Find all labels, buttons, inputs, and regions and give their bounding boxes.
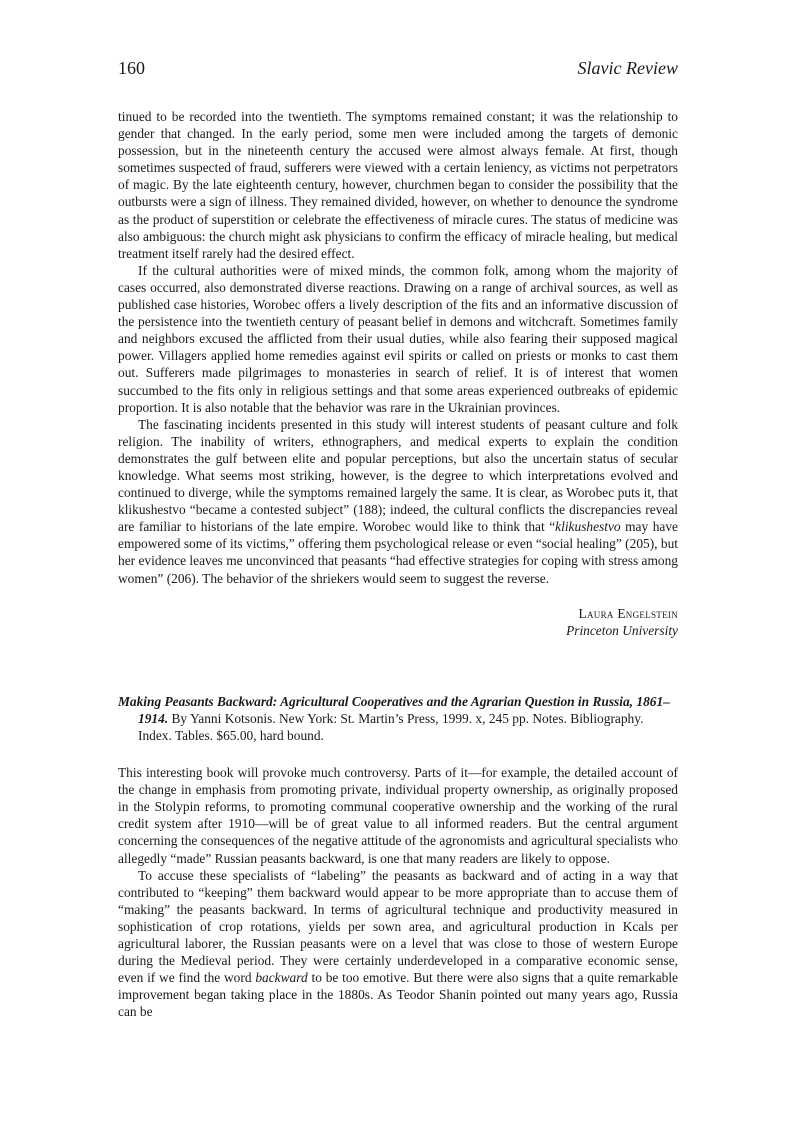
review1-paragraph-3-text-a: The fascinating incidents presented in this study will interest students of peasant culture and folk religion. The inability of writers, ethnographers, and medical experts to explain the condition demonstrates the gulf between elite and popular perceptions, but also the uncertain status of secular knowledge. What seems most striking, however, is the degree to which interpretations evolved and continued to diverge, while the symptoms remained largely the same. It is clear, as Worobec puts it, that klikushestvo “became a contested subject” (188); indeed, the cultural conflicts the discrepancies reveal are familiar to historians of the late empire. Worobec would like to think that “ <box>118 416 678 535</box>
book-citation-text <box>118 693 678 744</box>
review1-paragraph-3-text-b: may have empowered some of its victims,” offering them psychological release or even “social healing” (205), but her evidence leaves me unconvinced that peasants “had effective strategies for coping with stress among women” (206). The behavior of the shriekers would seem to suggest the reverse. <box>118 519 678 586</box>
review1-paragraph-2: If the cultural authorities were of mixed minds, the common folk, among whom the majority of cases occurred, also demonstrated diverse reactions. Drawing on a range of archival sources, as well as published case histories, Worobec offers a lively description of the fits and an informative discussion of the persistence into the twentieth century of peasant belief in demons and witchcraft. Sometimes family and neighbors excused the afflicted from their usual duties, while also fearing their supposed magical power. Villagers applied home remedies against evil spirits or called on priests or monks to cast them out. Sufferers made pilgrimages to monasteries in search of relief. It is of interest that women succumbed to the fits only in religious settings and that some areas experienced outbreaks of epidemic proportion. It is also notable that the behavior was rare in the Ukrainian provinces. <box>118 262 678 415</box>
article-body <box>118 108 678 1021</box>
book-details: By Yanni Kotsonis. New York: St. Martin’s Press, 1999. x, 245 pp. Notes. Bibliography. Index. Tables. $65.00, hard bound. <box>138 710 644 743</box>
reviewer-affiliation: Princeton University <box>566 622 678 638</box>
review2-paragraph-2 <box>118 867 678 1021</box>
journal-title: Slavic Review <box>577 58 678 78</box>
book-title: Making Peasants Backward: Agricultural Cooperatives and the Agrarian Question in Russia, <box>118 693 637 709</box>
page-number: 160 <box>118 58 145 78</box>
review1-paragraph-3 <box>118 416 678 587</box>
review2-paragraph-1: This interesting book will provoke much controversy. Parts of it—for example, the detailed account of the change in emphasis from promoting private, individual property ownership, as originally proposed in the Stolypin reforms, to promoting communal cooperative ownership and the working of the rural credit system after 1910—will be of great value to all informed readers. But the central argument concerning the consequences of the negative attitude of the agronomists and agricultural specialists who allegedly “made” Russian peasants backward, is one that many readers are likely to oppose. <box>118 765 678 866</box>
book-citation <box>118 693 678 744</box>
book-years: 1861–1914. <box>138 693 670 726</box>
review2-paragraph-2-italic: backward <box>255 970 308 986</box>
review2-paragraph-2-text-b: to be too emotive. But there were also signs that a quite remarkable improvement began taking place in the 1880s. As Teodor Shanin pointed out many years ago, Russia can be <box>118 970 678 1020</box>
running-header <box>118 58 678 84</box>
reviewer-name: Laura Engelstein <box>578 605 678 621</box>
review1-paragraph-3-italic: klikushestvo <box>555 519 621 535</box>
reviewer-signature <box>118 605 678 639</box>
review2-paragraph-2-text-a: To accuse these specialists of “labeling” the peasants as backward and of acting in a way that contributed to “keeping” them backward would appear to be more appropriate than to accuse them of “making” the peasants backward. In terms of agricultural technique and productivity measured in sophistication of crop rotations, yields per sown area, and agricultural production in Kcals per agricultural laborer, the Russian peasants were on a level that was close to those of western Europe during the Medieval period. They were certainly underdeveloped in a comparative economic sense, even if we find the word <box>118 867 678 986</box>
review1-paragraph-1: tinued to be recorded into the twentieth. The symptoms remained constant; it was the relationship to gender that changed. In the early period, some men were included among the targets of demonic possession, but in the nineteenth century the accused were almost always female. At first, though sometimes suspected of fraud, sufferers were viewed with a certain leniency, as victims not perpetrators of magic. By the late eighteenth century, however, churchmen began to consider the possibility that the outbursts were a sign of illness. They remained divided, however, on whether to denounce the syndrome as the product of superstition or celebrate the effectiveness of miracle cures. The status of medicine was also ambiguous: the church might ask physicians to confirm the efficacy of miracle healing, but medical treatment itself rarely had the desired effect. <box>118 109 678 261</box>
